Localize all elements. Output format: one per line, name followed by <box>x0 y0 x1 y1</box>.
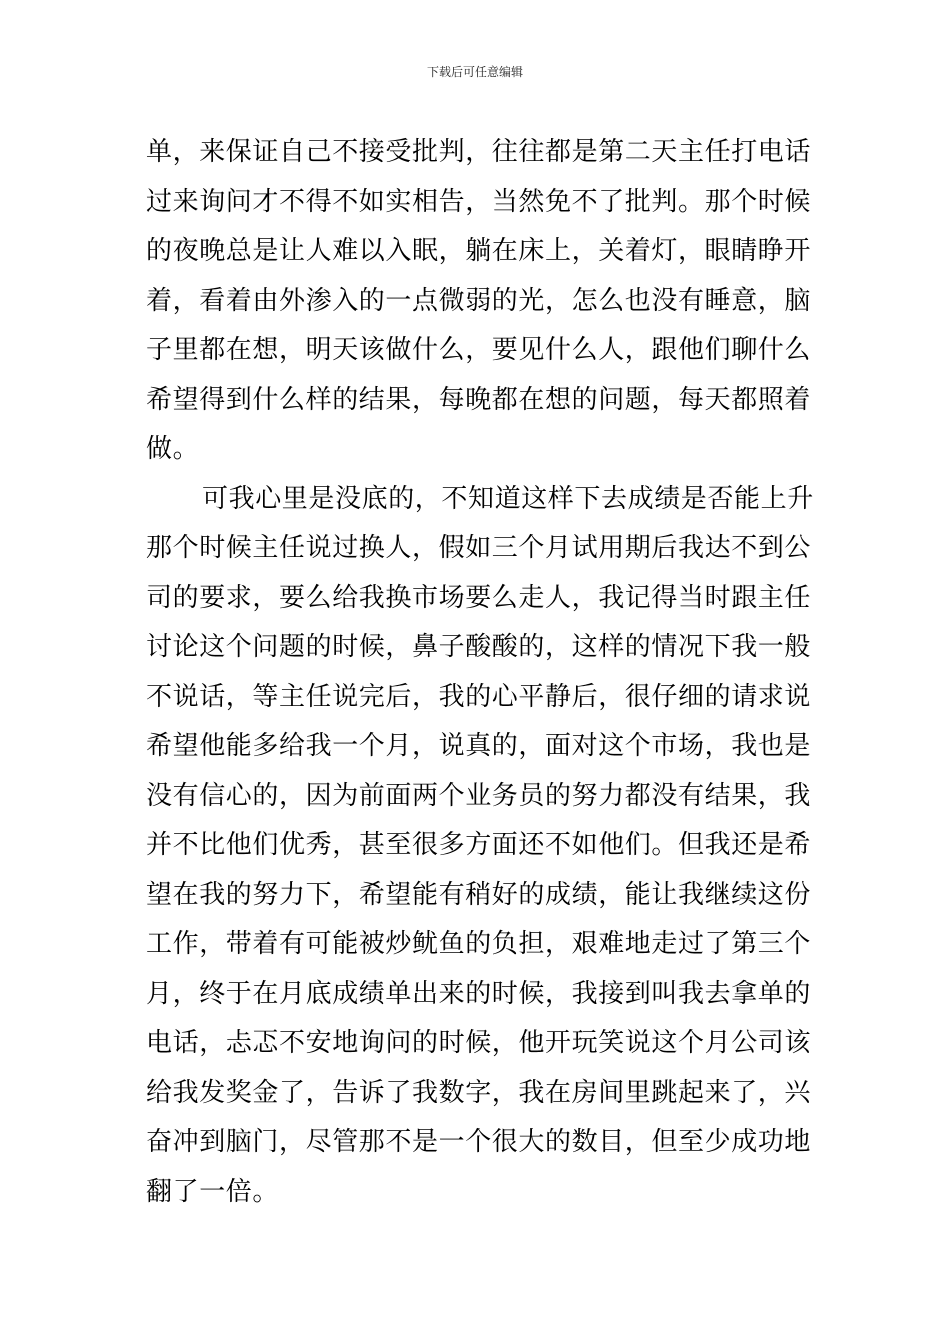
text-line: 的夜晚总是让人难以入眠，躺在床上，关着灯，眼睛睁开 <box>146 236 812 266</box>
text-line: 翻了一倍。 <box>146 1176 280 1207</box>
document-body <box>146 128 814 1267</box>
text-line: 过来询问才不得不如实相告，当然免不了批判。那个时候 <box>146 186 812 217</box>
text-line: 月，终于在月底成绩单出来的时候，我接到叫我去拿单的 <box>146 978 812 1009</box>
text-line: 电话，忐忑不安地询问的时候，他开玩笑说这个月公司该 <box>146 1028 812 1058</box>
paragraph <box>146 475 814 1267</box>
text-line <box>146 1217 810 1267</box>
text-line: 做。 <box>146 434 200 464</box>
text-line: 那个时候主任说过换人，假如三个月试用期后我达不到公 <box>146 533 812 563</box>
text-line: 工作，带着有可能被炒鱿鱼的负担，艰难地走过了第三个 <box>146 929 812 959</box>
text-line: 奋冲到脑门，尽管那不是一个很大的数目，但至少成功地 <box>146 1127 812 1157</box>
text-line: 没有信心的，因为前面两个业务员的努力都没有结果，我 <box>146 780 812 811</box>
text-line: 给我发奖金了，告诉了我数字，我在房间里跳起来了，兴 <box>146 1077 812 1108</box>
paragraph <box>146 128 810 475</box>
text-line: 并不比他们优秀，甚至很多方面还不如他们。但我还是希 <box>146 830 812 860</box>
text-line: 希望得到什么样的结果，每晚都在想的问题，每天都照着 <box>146 384 812 415</box>
page-header: 下载后可任意编辑 <box>426 65 523 79</box>
text-line: 单，来保证自己不接受批判，往往都是第二天主任打电话 <box>146 137 812 167</box>
text-line: 不说话，等主任说完后，我的心平静后，很仔细的请求说 <box>146 681 812 712</box>
text-line: 望在我的努力下，希望能有稍好的成绩，能让我继续这份 <box>146 879 812 910</box>
text-line: 着，看着由外渗入的一点微弱的光，怎么也没有睡意，脑 <box>146 285 812 316</box>
text-line: 司的要求，要么给我换市场要么走人，我记得当时跟主任 <box>146 582 812 613</box>
text-line: 可我心里是没底的，不知道这样下去成绩是否能上升 <box>202 483 814 514</box>
text-line: 子里都在想，明天该做什么，要见什么人，跟他们聊什么 <box>146 335 812 365</box>
text-line: 希望他能多给我一个月，说真的，面对这个市场，我也是 <box>146 731 812 761</box>
text-line: 讨论这个问题的时候，鼻子酸酸的，这样的情况下我一般 <box>146 632 812 662</box>
